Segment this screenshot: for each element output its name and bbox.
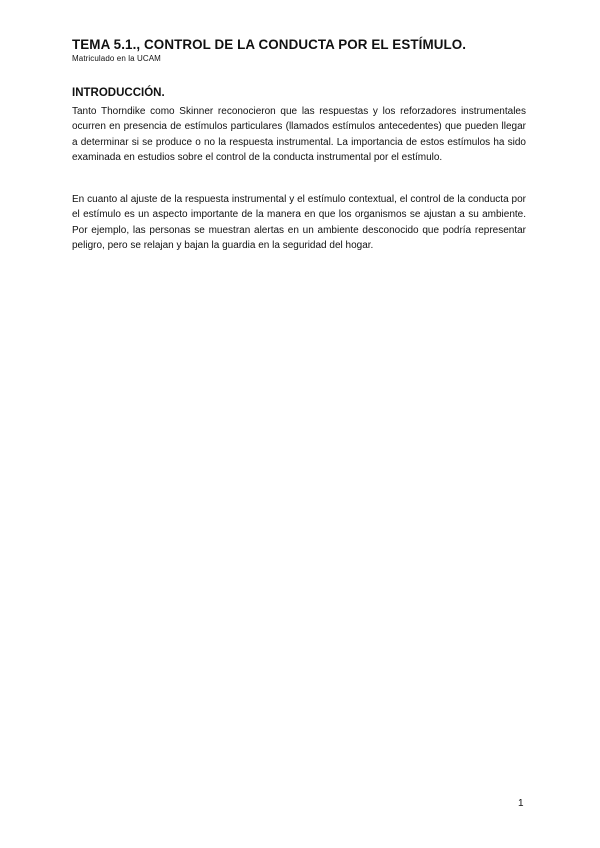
body-paragraph: Tanto Thorndike como Skinner reconocieron que las respuestas y los reforzadores instrumentales ocurren en presencia de estímulos particulares (llamados estímulos antecedentes) que pueden llegar a determinar si se produce o no la respuesta instrumental. La importancia de estos estímulos ha sido examinada en estudios sobre el control de la conducta instrumental por el estímulo. [72, 106, 526, 163]
page-title: TEMA 5.1., CONTROL DE LA CONDUCTA POR EL ESTÍMULO. [72, 37, 467, 52]
body-paragraph: En cuanto al ajuste de la respuesta instrumental y el estímulo contextual, el control de la conducta por el estímulo es un aspecto importante de la manera en que los organismos se ajustan a su ambiente. Por ejemplo, las personas se muestran alertas en un ambiente desconocido que podría representar peligro, pero se relajan y bajan la guardia en la seguridad del hogar. [72, 194, 526, 251]
page-subtitle: Matriculado en la UCAM [72, 54, 161, 63]
page-number: 1 [518, 798, 524, 809]
section-heading: INTRODUCCIÓN. [72, 87, 165, 99]
